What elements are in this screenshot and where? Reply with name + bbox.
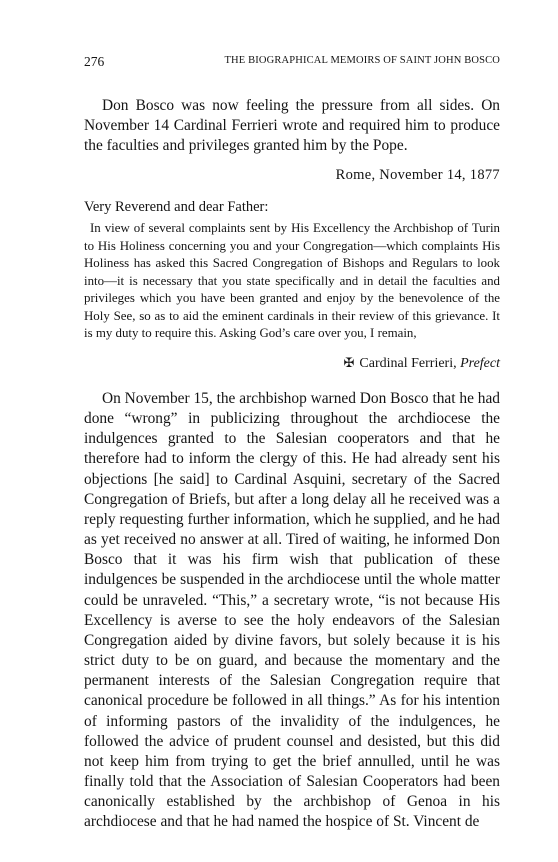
signature-name: Cardinal Ferrieri,: [359, 356, 457, 371]
running-title: THE BIOGRAPHICAL MEMOIRS OF SAINT JOHN BOSCO: [224, 55, 500, 66]
page-header: [84, 54, 500, 70]
letter-body: In view of several complaints sent by His Excellency the Archbishop of Turin to His Holiness concerning you and your Congregation—which complaints His Holiness has asked this Sacred Congregation of Bishops and Regulars to look into—it is necessary that you state specifically and in detail the faculties and privileges which you have been granted and enjoy by the benevolence of the Holy See, so as to aid the eminent cardinals in their review of this grievance. It is my duty to require this. Asking God’s care over you, I remain,: [84, 221, 500, 341]
cross-icon: ✠: [343, 355, 355, 370]
paragraph-2: On November 15, the archbishop warned Don Bosco that he had done “wrong” in publicizing throughout the archdiocese the indulgences granted to the Salesian cooperators and that he therefore had to inform the clergy of this. He had already sent his objections [he said] to Cardinal Asquini, secretary of the Sacred Congregation of Briefs, but after a long delay all he received was a reply requesting further information, which he supplied, and he had as yet received no answer at all. Tired of waiting, he informed Don Bosco that it was his firm wish that publication of these indulgences be suspended in the archdiocese until the whole matter could be unraveled. “This,” a secretary wrote, “is not because His Excellency is averse to see the holy endeavors of the Salesian Congregation aided by divine favors, but solely because it is his strict duty to be on guard, and because the momentary and the permanent interests of the Salesian Congregation require that canonical procedure be followed in all things.” As for his intention of informing pastors of the invalidity of the indulgences, he followed the advice of prudent counsel and desisted, but this did not keep him from trying to get the brief annulled, until he was finally told that the Association of Salesian Cooperators had been canonically established by the archbishop of Genoa in his archdiocese and that he had named the hospice of St. Vincent de: [84, 390, 500, 831]
letter-signature: [344, 355, 501, 372]
paragraph-1: Don Bosco was now feeling the pressure from all sides. On November 14 Cardinal Ferrieri wrote and required him to produce the faculties and privileges granted him by the Pope.: [84, 97, 500, 155]
letter-dateline: Rome, November 14, 1877: [335, 167, 500, 183]
signature-title: Prefect: [460, 356, 500, 371]
letter-salutation: Very Reverend and dear Father:: [84, 199, 269, 215]
page-number: 276: [84, 54, 105, 69]
